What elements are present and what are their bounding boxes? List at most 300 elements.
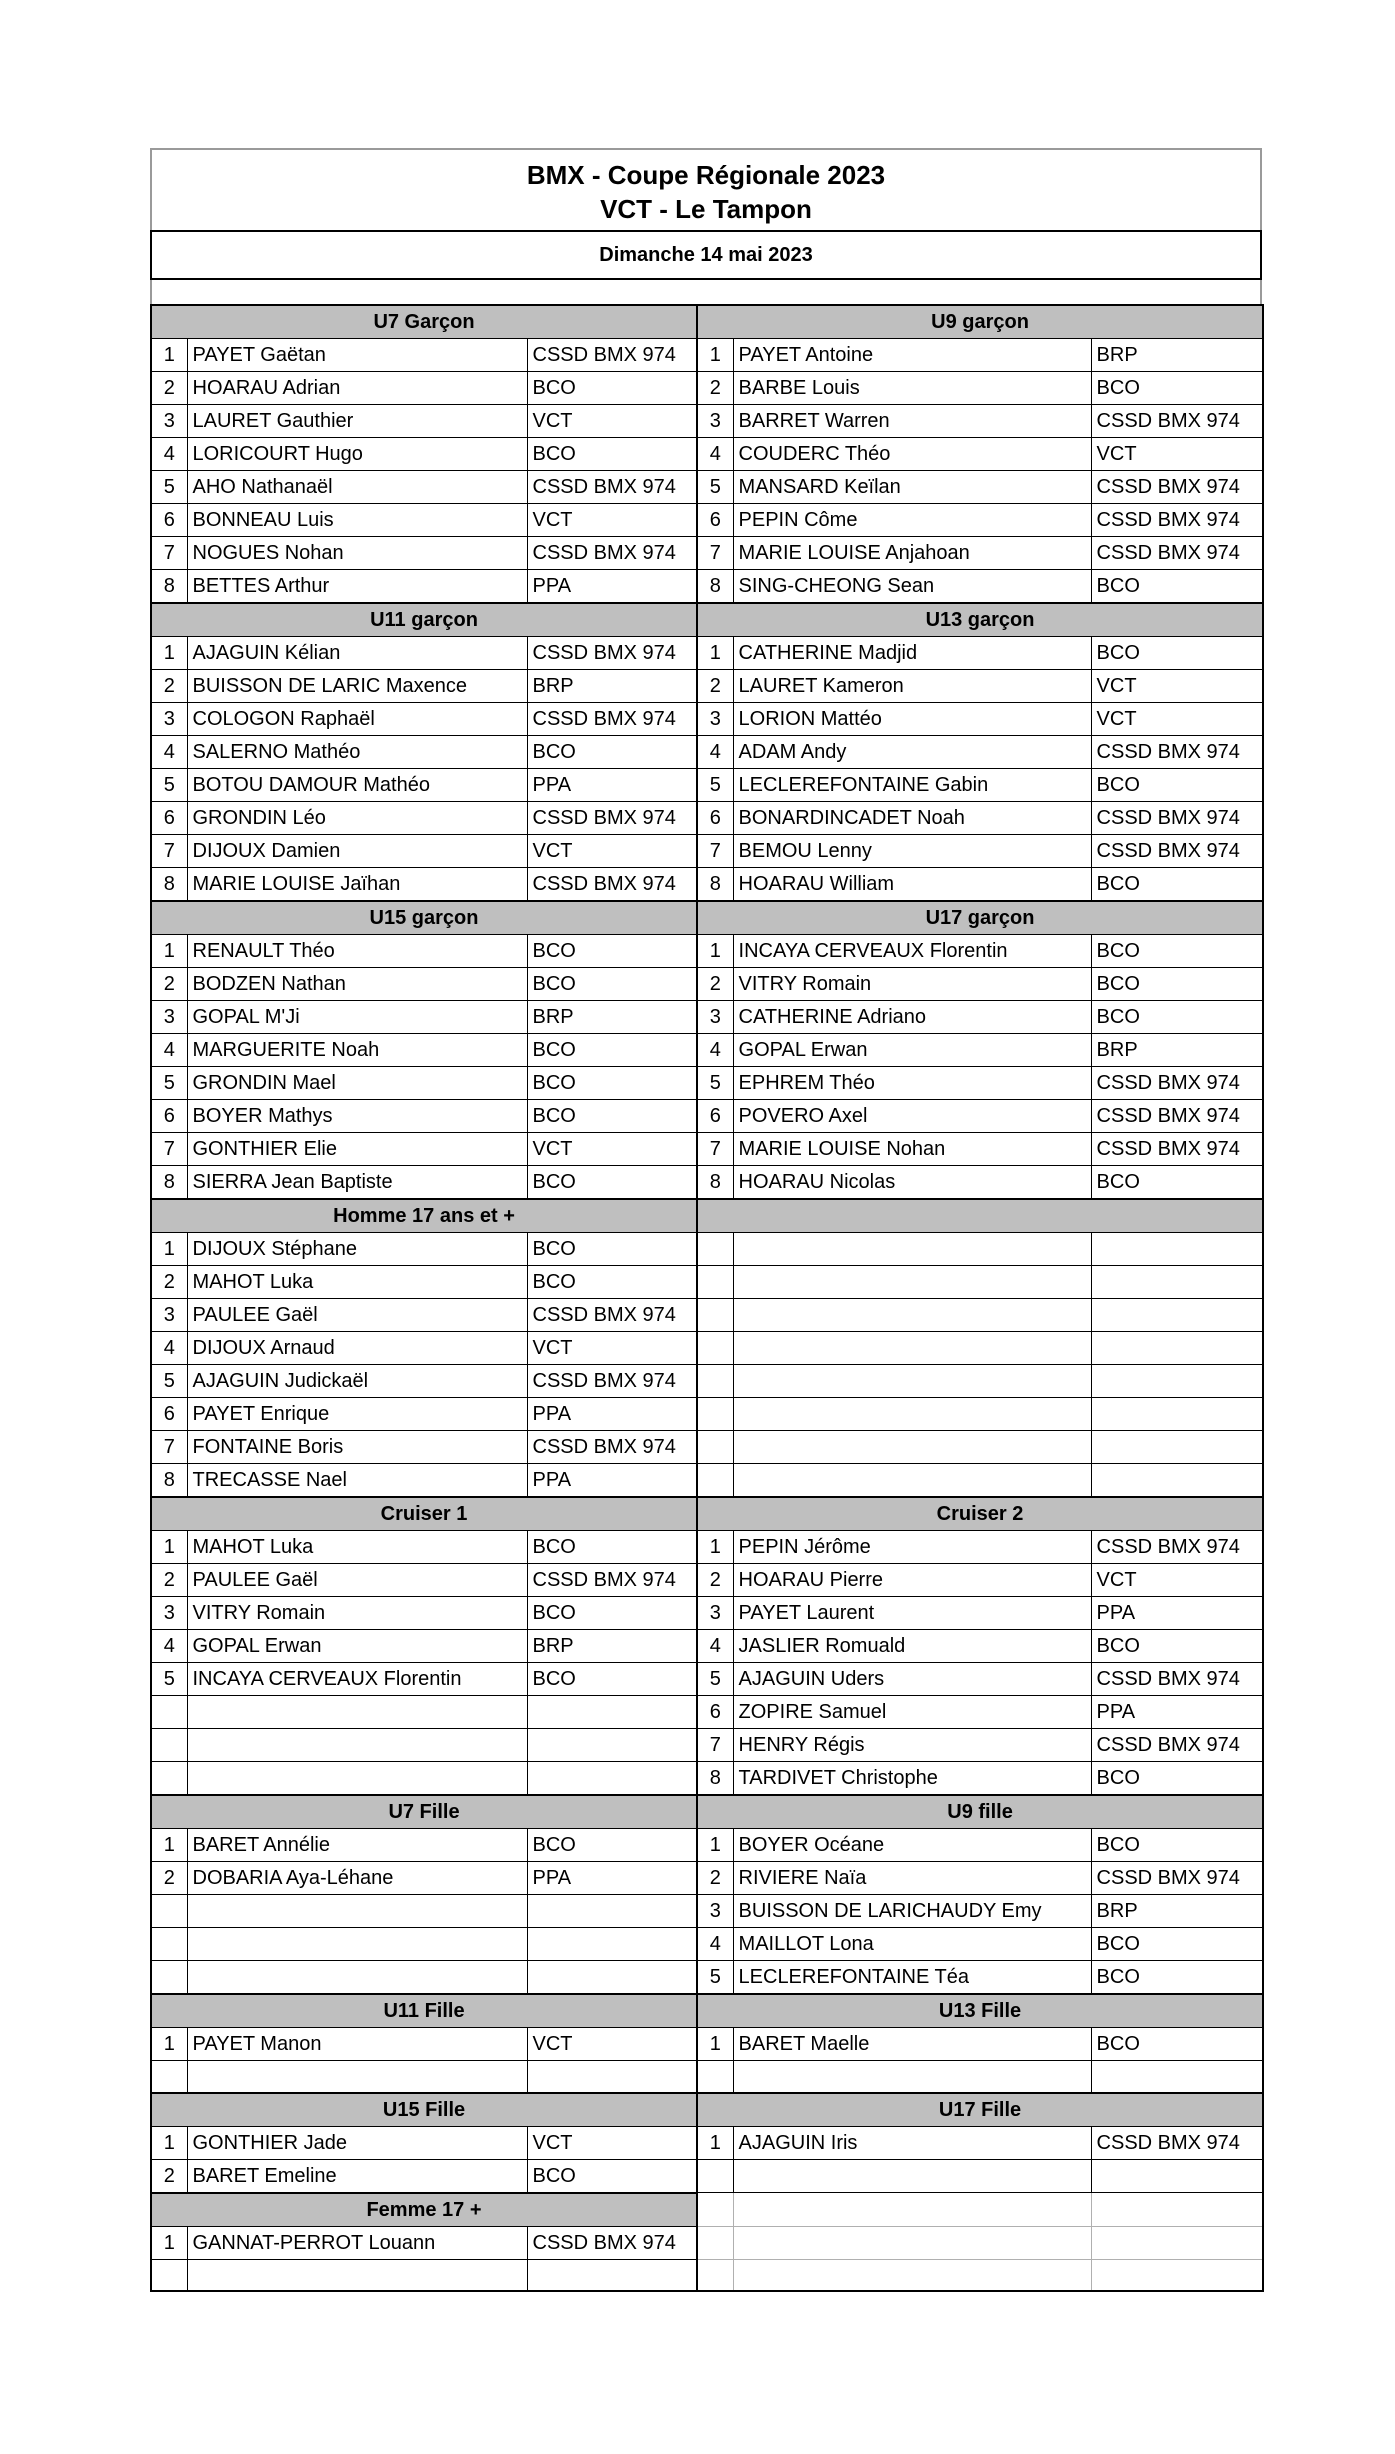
club-cell: CSSD BMX 974	[527, 802, 697, 835]
rider-name-cell: HENRY Régis	[733, 1729, 1091, 1762]
rank-cell: 8	[697, 1762, 733, 1796]
club-cell: VCT	[527, 504, 697, 537]
rank-cell: 3	[697, 405, 733, 438]
rider-name-cell: COUDERC Théo	[733, 438, 1091, 471]
table-row	[151, 2159, 1263, 2193]
rider-name-cell: GRONDIN Mael	[187, 1067, 527, 1100]
club-cell	[1091, 1365, 1263, 1398]
club-cell: CSSD BMX 974	[527, 339, 697, 372]
rider-name-cell: TRECASSE Nael	[187, 1464, 527, 1498]
rider-name-cell: PAYET Enrique	[187, 1398, 527, 1431]
table-row	[151, 736, 1263, 769]
rank-cell: 6	[151, 1398, 187, 1431]
category-title-left: U15 Fille	[151, 2093, 697, 2127]
rank-cell	[697, 2061, 733, 2093]
club-cell: CSSD BMX 974	[1091, 1531, 1263, 1564]
rider-name-cell	[733, 1431, 1091, 1464]
club-cell: CSSD BMX 974	[1091, 1663, 1263, 1696]
rider-name-cell	[733, 1266, 1091, 1299]
rank-cell: 6	[151, 1100, 187, 1133]
rider-name-cell	[733, 1398, 1091, 1431]
table-row	[151, 504, 1263, 537]
rider-name-cell: PAYET Antoine	[733, 339, 1091, 372]
table-row	[151, 471, 1263, 504]
table-row	[151, 1895, 1263, 1928]
category-title-right	[697, 1199, 1263, 1233]
rider-name-cell	[187, 2259, 527, 2291]
category-title-left: U11 Fille	[151, 1994, 697, 2028]
club-cell: CSSD BMX 974	[1091, 1067, 1263, 1100]
rank-cell: 3	[697, 1597, 733, 1630]
category-title-left: U7 Garçon	[151, 305, 697, 339]
rider-name-cell: BOYER Océane	[733, 1829, 1091, 1862]
club-cell	[527, 1762, 697, 1796]
event-venue: VCT - Le Tampon	[600, 194, 812, 224]
club-cell: BCO	[527, 1233, 697, 1266]
rank-cell: 5	[151, 471, 187, 504]
club-cell: CSSD BMX 974	[527, 1431, 697, 1464]
rank-cell: 6	[151, 504, 187, 537]
category-header-row	[151, 603, 1263, 637]
category-title-right: U17 garçon	[697, 901, 1263, 935]
rank-cell: 4	[151, 1034, 187, 1067]
rider-name-cell: GONTHIER Jade	[187, 2126, 527, 2159]
club-cell: BCO	[1091, 868, 1263, 902]
rider-name-cell: GONTHIER Elie	[187, 1133, 527, 1166]
table-row	[151, 1630, 1263, 1663]
rank-cell	[697, 2159, 733, 2193]
rider-name-cell	[187, 1928, 527, 1961]
table-row	[151, 1829, 1263, 1862]
rank-cell: 3	[697, 1895, 733, 1928]
club-cell	[527, 1928, 697, 1961]
rank-cell: 2	[151, 968, 187, 1001]
rank-cell: 2	[151, 670, 187, 703]
rank-cell: 1	[151, 637, 187, 670]
rider-name-cell: PAULEE Gaël	[187, 1299, 527, 1332]
club-cell: BCO	[1091, 1928, 1263, 1961]
rider-name-cell: PAYET Manon	[187, 2028, 527, 2061]
rider-name-cell: LAURET Gauthier	[187, 405, 527, 438]
rank-cell: 1	[697, 2126, 733, 2159]
rank-cell: 5	[151, 1365, 187, 1398]
club-cell: CSSD BMX 974	[1091, 2126, 1263, 2159]
club-cell: BCO	[1091, 372, 1263, 405]
rank-cell: 4	[151, 438, 187, 471]
rider-name-cell: PAULEE Gaël	[187, 1564, 527, 1597]
rank-cell: 2	[151, 1266, 187, 1299]
club-cell: PPA	[527, 1862, 697, 1895]
rank-cell: 5	[151, 1067, 187, 1100]
rider-name-cell: BUISSON DE LARICHAUDY Emy	[733, 1895, 1091, 1928]
table-row	[151, 835, 1263, 868]
rider-name-cell: INCAYA CERVEAUX Florentin	[733, 935, 1091, 968]
club-cell	[1091, 2061, 1263, 2093]
table-row	[151, 1762, 1263, 1796]
club-cell: VCT	[527, 2028, 697, 2061]
rider-name-cell: NOGUES Nohan	[187, 537, 527, 570]
rider-name-cell: GRONDIN Léo	[187, 802, 527, 835]
table-row	[151, 1332, 1263, 1365]
category-header-row	[151, 2093, 1263, 2127]
table-row	[151, 1133, 1263, 1166]
rank-cell: 5	[697, 1663, 733, 1696]
spacer	[150, 280, 1262, 304]
rank-cell	[151, 1928, 187, 1961]
rank-cell: 5	[697, 769, 733, 802]
category-title-left: U15 garçon	[151, 901, 697, 935]
table-row	[151, 537, 1263, 570]
club-cell: VCT	[527, 1133, 697, 1166]
rider-name-cell: BARET Emeline	[187, 2159, 527, 2193]
rank-cell: 3	[151, 703, 187, 736]
rank-cell: 1	[697, 1829, 733, 1862]
rank-cell: 2	[697, 670, 733, 703]
rank-cell: 3	[697, 703, 733, 736]
rider-name-cell	[187, 1696, 527, 1729]
club-cell: BCO	[527, 1100, 697, 1133]
rank-cell	[697, 1431, 733, 1464]
club-cell: BCO	[1091, 1829, 1263, 1862]
club-cell	[1091, 1332, 1263, 1365]
rider-name-cell	[733, 1332, 1091, 1365]
rank-cell: 4	[697, 1928, 733, 1961]
table-row	[151, 670, 1263, 703]
rank-cell: 4	[697, 438, 733, 471]
rank-cell: 8	[697, 1166, 733, 1200]
table-row	[151, 2061, 1263, 2093]
rider-name-cell: MARIE LOUISE Nohan	[733, 1133, 1091, 1166]
rider-name-cell: BETTES Arthur	[187, 570, 527, 604]
rank-cell: 5	[151, 1663, 187, 1696]
club-cell: BCO	[1091, 1762, 1263, 1796]
rank-cell: 7	[697, 1729, 733, 1762]
table-row	[151, 1729, 1263, 1762]
rider-name-cell: VITRY Romain	[733, 968, 1091, 1001]
club-cell: VCT	[1091, 670, 1263, 703]
rider-name-cell: BONNEAU Luis	[187, 504, 527, 537]
club-cell: CSSD BMX 974	[1091, 1862, 1263, 1895]
rider-name-cell	[187, 2061, 527, 2093]
table-row	[151, 968, 1263, 1001]
empty-cell	[733, 2193, 1091, 2227]
rider-name-cell: MAHOT Luka	[187, 1266, 527, 1299]
table-row	[151, 1928, 1263, 1961]
club-cell: VCT	[527, 2126, 697, 2159]
rider-name-cell: LORION Mattéo	[733, 703, 1091, 736]
rider-name-cell: SALERNO Mathéo	[187, 736, 527, 769]
table-row	[151, 438, 1263, 471]
rider-name-cell: MAILLOT Lona	[733, 1928, 1091, 1961]
rank-cell: 4	[697, 1034, 733, 1067]
club-cell: CSSD BMX 974	[527, 537, 697, 570]
rider-name-cell: BONARDINCADET Noah	[733, 802, 1091, 835]
club-cell	[1091, 1299, 1263, 1332]
rider-name-cell: CATHERINE Madjid	[733, 637, 1091, 670]
rank-cell: 1	[697, 2028, 733, 2061]
empty-cell	[1091, 2226, 1263, 2259]
club-cell: CSSD BMX 974	[527, 637, 697, 670]
category-title-right: Cruiser 2	[697, 1497, 1263, 1531]
club-cell: PPA	[1091, 1597, 1263, 1630]
category-title-right: U13 garçon	[697, 603, 1263, 637]
table-row	[151, 1597, 1263, 1630]
club-cell	[1091, 1266, 1263, 1299]
table-row	[151, 1001, 1263, 1034]
empty-cell	[733, 2259, 1091, 2291]
rank-cell: 4	[151, 1630, 187, 1663]
club-cell: BRP	[527, 670, 697, 703]
rank-cell: 3	[151, 405, 187, 438]
category-title-right: U13 Fille	[697, 1994, 1263, 2028]
rider-name-cell: BARET Maelle	[733, 2028, 1091, 2061]
rank-cell: 2	[151, 1564, 187, 1597]
rank-cell	[697, 1299, 733, 1332]
club-cell: BCO	[527, 1067, 697, 1100]
category-title-left: U11 garçon	[151, 603, 697, 637]
rank-cell: 8	[697, 868, 733, 902]
rider-name-cell: MANSARD Keïlan	[733, 471, 1091, 504]
table-row	[151, 1398, 1263, 1431]
rank-cell: 3	[697, 1001, 733, 1034]
club-cell: BCO	[527, 372, 697, 405]
club-cell: CSSD BMX 974	[1091, 471, 1263, 504]
rider-name-cell: LECLEREFONTAINE Téa	[733, 1961, 1091, 1995]
rider-name-cell: BARBE Louis	[733, 372, 1091, 405]
rider-name-cell: LORICOURT Hugo	[187, 438, 527, 471]
rider-name-cell	[187, 1895, 527, 1928]
table-row	[151, 2126, 1263, 2159]
empty-cell	[697, 2226, 733, 2259]
rank-cell: 8	[151, 570, 187, 604]
club-cell: CSSD BMX 974	[1091, 537, 1263, 570]
rider-name-cell: BOYER Mathys	[187, 1100, 527, 1133]
club-cell	[527, 1895, 697, 1928]
club-cell: CSSD BMX 974	[527, 868, 697, 902]
rank-cell: 6	[697, 504, 733, 537]
rank-cell	[151, 1729, 187, 1762]
rank-cell: 5	[697, 471, 733, 504]
table-row	[151, 1431, 1263, 1464]
rank-cell: 6	[697, 1100, 733, 1133]
club-cell: CSSD BMX 974	[1091, 736, 1263, 769]
table-row	[151, 1464, 1263, 1498]
table-row	[151, 1531, 1263, 1564]
club-cell: VCT	[1091, 438, 1263, 471]
rank-cell: 1	[151, 2028, 187, 2061]
club-cell: BCO	[1091, 1166, 1263, 1200]
club-cell	[1091, 1431, 1263, 1464]
club-cell: PPA	[1091, 1696, 1263, 1729]
rider-name-cell: INCAYA CERVEAUX Florentin	[187, 1663, 527, 1696]
rank-cell: 2	[697, 1862, 733, 1895]
table-row	[151, 1166, 1263, 1200]
rank-cell	[151, 1696, 187, 1729]
rank-cell: 1	[151, 1531, 187, 1564]
club-cell: BCO	[1091, 2028, 1263, 2061]
table-row	[151, 2226, 1263, 2259]
club-cell: CSSD BMX 974	[1091, 1729, 1263, 1762]
category-header-row	[151, 305, 1263, 339]
rank-cell: 1	[151, 2226, 187, 2259]
rank-cell: 2	[151, 2159, 187, 2193]
rider-name-cell	[733, 1365, 1091, 1398]
table-row	[151, 405, 1263, 438]
rank-cell: 1	[151, 339, 187, 372]
club-cell: CSSD BMX 974	[1091, 1133, 1263, 1166]
rider-name-cell: HOARAU Pierre	[733, 1564, 1091, 1597]
rank-cell: 5	[697, 1961, 733, 1995]
rank-cell: 2	[697, 968, 733, 1001]
rank-cell: 7	[151, 1133, 187, 1166]
rider-name-cell: MARIE LOUISE Jaïhan	[187, 868, 527, 902]
table-row	[151, 637, 1263, 670]
category-title-right: U17 Fille	[697, 2093, 1263, 2127]
club-cell: BCO	[1091, 1630, 1263, 1663]
table-row	[151, 935, 1263, 968]
club-cell	[1091, 1233, 1263, 1266]
rank-cell: 7	[151, 1431, 187, 1464]
category-title-left: Cruiser 1	[151, 1497, 697, 1531]
results-sheet	[150, 148, 1262, 2292]
rider-name-cell: HOARAU Adrian	[187, 372, 527, 405]
club-cell: CSSD BMX 974	[1091, 1100, 1263, 1133]
rank-cell	[151, 2259, 187, 2291]
empty-cell	[1091, 2259, 1263, 2291]
table-row	[151, 2259, 1263, 2291]
rider-name-cell	[733, 1299, 1091, 1332]
table-row	[151, 1696, 1263, 1729]
club-cell	[527, 2259, 697, 2291]
club-cell: CSSD BMX 974	[527, 2226, 697, 2259]
club-cell: VCT	[527, 835, 697, 868]
rider-name-cell	[187, 1729, 527, 1762]
rank-cell: 8	[151, 1166, 187, 1200]
rank-cell: 1	[151, 2126, 187, 2159]
rank-cell	[697, 1398, 733, 1431]
club-cell: VCT	[527, 1332, 697, 1365]
club-cell: BCO	[527, 1531, 697, 1564]
category-title-right: U9 garçon	[697, 305, 1263, 339]
rider-name-cell: HOARAU Nicolas	[733, 1166, 1091, 1200]
rank-cell: 1	[697, 1531, 733, 1564]
rank-cell: 2	[697, 372, 733, 405]
category-header-row	[151, 901, 1263, 935]
event-date: Dimanche 14 mai 2023	[150, 230, 1262, 280]
club-cell	[527, 2061, 697, 2093]
club-cell: BRP	[1091, 1895, 1263, 1928]
rank-cell: 1	[697, 935, 733, 968]
club-cell: VCT	[1091, 703, 1263, 736]
rank-cell	[151, 1961, 187, 1995]
rider-name-cell: AJAGUIN Judickaël	[187, 1365, 527, 1398]
rank-cell: 7	[697, 537, 733, 570]
rank-cell: 1	[697, 637, 733, 670]
rider-name-cell: JASLIER Romuald	[733, 1630, 1091, 1663]
table-row	[151, 1663, 1263, 1696]
rank-cell: 1	[151, 935, 187, 968]
rank-cell	[697, 1266, 733, 1299]
rider-name-cell: DIJOUX Stéphane	[187, 1233, 527, 1266]
category-title-left: Homme 17 ans et +	[151, 1199, 697, 1233]
rider-name-cell: AJAGUIN Uders	[733, 1663, 1091, 1696]
club-cell: BCO	[1091, 935, 1263, 968]
club-cell: VCT	[1091, 1564, 1263, 1597]
table-row	[151, 372, 1263, 405]
rider-name-cell: FONTAINE Boris	[187, 1431, 527, 1464]
rank-cell: 6	[697, 802, 733, 835]
rank-cell	[151, 2061, 187, 2093]
table-row	[151, 1862, 1263, 1895]
rank-cell: 1	[151, 1233, 187, 1266]
club-cell: CSSD BMX 974	[527, 1365, 697, 1398]
club-cell: CSSD BMX 974	[527, 1299, 697, 1332]
rider-name-cell: RENAULT Théo	[187, 935, 527, 968]
table-row	[151, 1299, 1263, 1332]
rider-name-cell: DIJOUX Arnaud	[187, 1332, 527, 1365]
rider-name-cell: SING-CHEONG Sean	[733, 570, 1091, 604]
category-header-row	[151, 1795, 1263, 1829]
category-header-row	[151, 1497, 1263, 1531]
rank-cell: 2	[697, 1564, 733, 1597]
club-cell: BCO	[1091, 637, 1263, 670]
empty-cell	[1091, 2193, 1263, 2227]
club-cell: PPA	[527, 769, 697, 802]
club-cell: BCO	[527, 1166, 697, 1200]
rider-name-cell: CATHERINE Adriano	[733, 1001, 1091, 1034]
rank-cell: 8	[151, 868, 187, 902]
rider-name-cell: HOARAU William	[733, 868, 1091, 902]
rank-cell: 3	[151, 1001, 187, 1034]
club-cell: BRP	[527, 1630, 697, 1663]
rank-cell: 1	[151, 1829, 187, 1862]
table-row	[151, 2028, 1263, 2061]
rider-name-cell: DIJOUX Damien	[187, 835, 527, 868]
rank-cell	[151, 1895, 187, 1928]
table-row	[151, 703, 1263, 736]
table-row	[151, 1564, 1263, 1597]
rider-name-cell	[187, 1762, 527, 1796]
rider-name-cell	[733, 2061, 1091, 2093]
rank-cell	[697, 1464, 733, 1498]
club-cell: BCO	[527, 1266, 697, 1299]
club-cell: BCO	[527, 935, 697, 968]
table-row	[151, 570, 1263, 604]
rider-name-cell: BOTOU DAMOUR Mathéo	[187, 769, 527, 802]
results-table	[150, 304, 1264, 2292]
rank-cell: 6	[151, 802, 187, 835]
rider-name-cell: COLOGON Raphaël	[187, 703, 527, 736]
empty-cell	[733, 2226, 1091, 2259]
rider-name-cell: BODZEN Nathan	[187, 968, 527, 1001]
club-cell: CSSD BMX 974	[527, 471, 697, 504]
rider-name-cell: VITRY Romain	[187, 1597, 527, 1630]
rider-name-cell: GANNAT-PERROT Louann	[187, 2226, 527, 2259]
table-row	[151, 868, 1263, 902]
club-cell: BCO	[527, 1829, 697, 1862]
club-cell	[527, 1729, 697, 1762]
rider-name-cell: BARET Annélie	[187, 1829, 527, 1862]
rider-name-cell: PEPIN Côme	[733, 504, 1091, 537]
rider-name-cell: POVERO Axel	[733, 1100, 1091, 1133]
rider-name-cell: BUISSON DE LARIC Maxence	[187, 670, 527, 703]
club-cell: VCT	[527, 405, 697, 438]
rank-cell: 4	[697, 736, 733, 769]
rider-name-cell: ZOPIRE Samuel	[733, 1696, 1091, 1729]
club-cell: BRP	[1091, 1034, 1263, 1067]
rider-name-cell: TARDIVET Christophe	[733, 1762, 1091, 1796]
club-cell: BCO	[527, 1663, 697, 1696]
